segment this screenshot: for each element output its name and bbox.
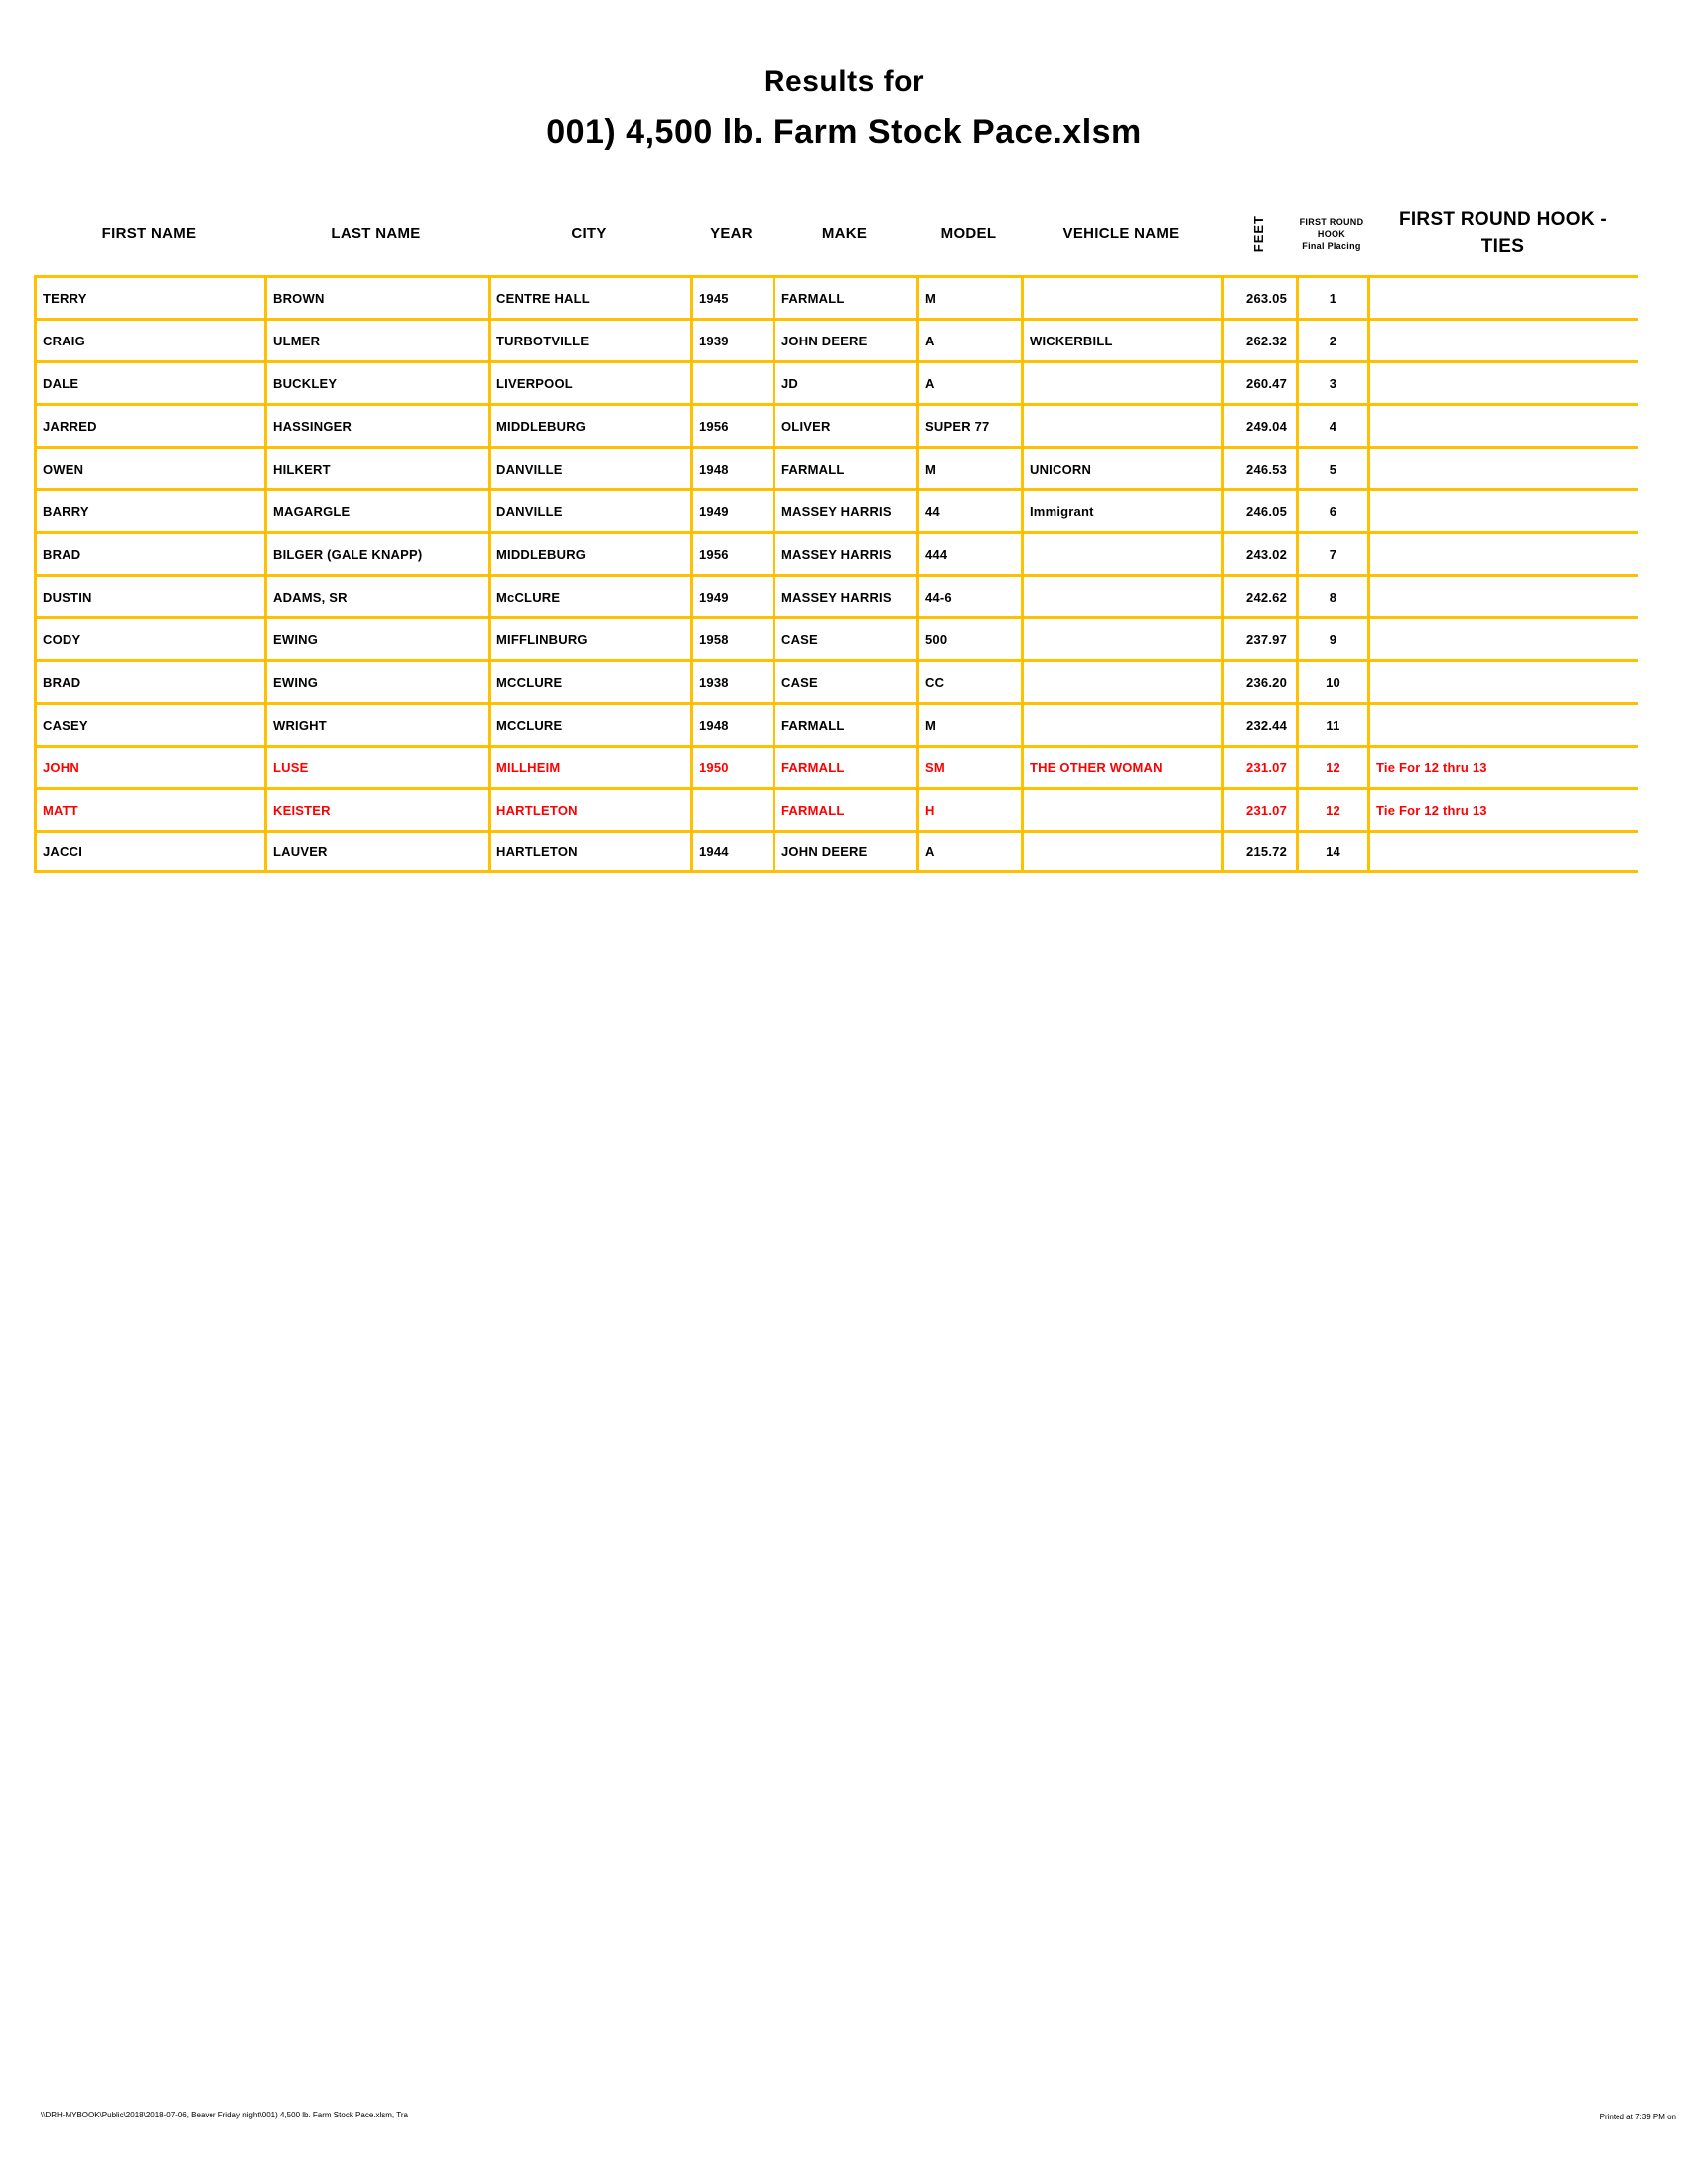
cell-vehicle: WICKERBILL: [1021, 318, 1221, 360]
cell-model: 44-6: [916, 574, 1021, 616]
cell-last: ADAMS, SR: [264, 574, 488, 616]
cell-place: 10: [1296, 659, 1367, 702]
cell-year: 1945: [690, 275, 773, 318]
cell-year: 1956: [690, 531, 773, 574]
col-header-year: YEAR: [710, 225, 753, 242]
cell-place: 6: [1296, 488, 1367, 531]
cell-last: EWING: [264, 659, 488, 702]
cell-model: SUPER 77: [916, 403, 1021, 446]
col-header-model: MODEL: [940, 225, 997, 242]
cell-place: 4: [1296, 403, 1367, 446]
cell-last: ULMER: [264, 318, 488, 360]
col-header-make: MAKE: [821, 225, 868, 242]
feet-rotated-label: FEET: [1250, 215, 1266, 253]
footer-file-path: \\DRH-MYBOOK\Public\2018\2018-07-06, Beaver Friday night\001) 4,500 lb. Farm Stock Pace.xlsm, Tra: [41, 2111, 408, 2119]
cell-city: DANVILLE: [488, 488, 690, 531]
cell-vehicle: Immigrant: [1021, 488, 1221, 531]
final-placing-label: Final Placing: [1302, 241, 1361, 252]
cell-vehicle: [1021, 403, 1221, 446]
cell-make: CASE: [773, 659, 916, 702]
cell-feet: 260.47: [1221, 360, 1296, 403]
cell-feet: 236.20: [1221, 659, 1296, 702]
cell-first: OWEN: [34, 446, 264, 488]
cell-city: HARTLETON: [488, 830, 690, 873]
cell-first: DALE: [34, 360, 264, 403]
cell-first: JACCI: [34, 830, 264, 873]
cell-city: LIVERPOOL: [488, 360, 690, 403]
cell-ties: [1367, 403, 1638, 446]
cell-feet: 231.07: [1221, 745, 1296, 787]
cell-vehicle: [1021, 574, 1221, 616]
cell-year: 1949: [690, 488, 773, 531]
cell-vehicle: [1021, 531, 1221, 574]
cell-first: JOHN: [34, 745, 264, 787]
cell-city: TURBOTVILLE: [488, 318, 690, 360]
cell-place: 11: [1296, 702, 1367, 745]
results-table: [34, 194, 1638, 873]
cell-place: 14: [1296, 830, 1367, 873]
cell-make: FARMALL: [773, 745, 916, 787]
cell-place: 12: [1296, 745, 1367, 787]
cell-city: CENTRE HALL: [488, 275, 690, 318]
cell-make: FARMALL: [773, 787, 916, 830]
cell-ties: Tie For 12 thru 13: [1367, 745, 1638, 787]
cell-feet: 249.04: [1221, 403, 1296, 446]
cell-make: OLIVER: [773, 403, 916, 446]
footer-print-timestamp: Printed at 7:39 PM on: [1599, 2113, 1676, 2121]
cell-first: TERRY: [34, 275, 264, 318]
cell-last: LUSE: [264, 745, 488, 787]
cell-place: 7: [1296, 531, 1367, 574]
cell-feet: 246.53: [1221, 446, 1296, 488]
cell-feet: 215.72: [1221, 830, 1296, 873]
cell-first: BRAD: [34, 659, 264, 702]
ties-label: FIRST ROUND HOOK - TIES: [1398, 209, 1608, 257]
col-header-vehicle-name: VEHICLE NAME: [1062, 225, 1180, 242]
col-header-first-name: FIRST NAME: [101, 225, 197, 242]
cell-city: HARTLETON: [488, 787, 690, 830]
cell-vehicle: [1021, 659, 1221, 702]
cell-city: McCLURE: [488, 574, 690, 616]
page-title: Results for: [763, 66, 925, 98]
cell-last: HASSINGER: [264, 403, 488, 446]
cell-make: JOHN DEERE: [773, 318, 916, 360]
cell-ties: [1367, 616, 1638, 659]
cell-year: 1948: [690, 446, 773, 488]
cell-feet: 262.32: [1221, 318, 1296, 360]
cell-make: FARMALL: [773, 446, 916, 488]
cell-model: A: [916, 318, 1021, 360]
cell-first: JARRED: [34, 403, 264, 446]
cell-feet: 237.97: [1221, 616, 1296, 659]
cell-ties: [1367, 830, 1638, 873]
cell-feet: 263.05: [1221, 275, 1296, 318]
first-round-hook-label: FIRST ROUND HOOK: [1299, 216, 1364, 239]
cell-ties: [1367, 574, 1638, 616]
cell-feet: 232.44: [1221, 702, 1296, 745]
cell-vehicle: [1021, 787, 1221, 830]
cell-vehicle: UNICORN: [1021, 446, 1221, 488]
cell-vehicle: [1021, 275, 1221, 318]
cell-model: 500: [916, 616, 1021, 659]
cell-year: 1958: [690, 616, 773, 659]
cell-vehicle: [1021, 360, 1221, 403]
cell-last: WRIGHT: [264, 702, 488, 745]
cell-ties: [1367, 275, 1638, 318]
cell-first: BARRY: [34, 488, 264, 531]
cell-vehicle: [1021, 830, 1221, 873]
cell-make: MASSEY HARRIS: [773, 574, 916, 616]
cell-first: CODY: [34, 616, 264, 659]
cell-city: MCCLURE: [488, 659, 690, 702]
cell-make: FARMALL: [773, 275, 916, 318]
cell-last: EWING: [264, 616, 488, 659]
cell-model: A: [916, 830, 1021, 873]
cell-ties: [1367, 446, 1638, 488]
cell-make: MASSEY HARRIS: [773, 531, 916, 574]
cell-model: H: [916, 787, 1021, 830]
cell-vehicle: [1021, 702, 1221, 745]
cell-last: LAUVER: [264, 830, 488, 873]
cell-first: MATT: [34, 787, 264, 830]
cell-year: 1950: [690, 745, 773, 787]
cell-ties: [1367, 702, 1638, 745]
cell-city: DANVILLE: [488, 446, 690, 488]
cell-make: JOHN DEERE: [773, 830, 916, 873]
cell-place: 8: [1296, 574, 1367, 616]
col-header-first-round-hook-ties: [1367, 194, 1638, 275]
cell-year: 1956: [690, 403, 773, 446]
cell-last: BUCKLEY: [264, 360, 488, 403]
cell-last: KEISTER: [264, 787, 488, 830]
cell-last: MAGARGLE: [264, 488, 488, 531]
cell-model: CC: [916, 659, 1021, 702]
cell-feet: 242.62: [1221, 574, 1296, 616]
cell-place: 9: [1296, 616, 1367, 659]
cell-feet: 231.07: [1221, 787, 1296, 830]
cell-year: 1939: [690, 318, 773, 360]
cell-year: 1949: [690, 574, 773, 616]
cell-city: MIDDLEBURG: [488, 403, 690, 446]
cell-ties: [1367, 488, 1638, 531]
cell-last: BROWN: [264, 275, 488, 318]
cell-year: 1938: [690, 659, 773, 702]
cell-first: CRAIG: [34, 318, 264, 360]
cell-first: BRAD: [34, 531, 264, 574]
cell-city: MIDDLEBURG: [488, 531, 690, 574]
cell-place: 5: [1296, 446, 1367, 488]
col-header-feet: [1221, 194, 1296, 275]
cell-make: JD: [773, 360, 916, 403]
page-subtitle: 001) 4,500 lb. Farm Stock Pace.xlsm: [546, 113, 1142, 151]
cell-last: BILGER (GALE KNAPP): [264, 531, 488, 574]
cell-model: SM: [916, 745, 1021, 787]
cell-ties: [1367, 659, 1638, 702]
cell-year: [690, 787, 773, 830]
cell-year: 1944: [690, 830, 773, 873]
cell-year: 1948: [690, 702, 773, 745]
cell-vehicle: THE OTHER WOMAN: [1021, 745, 1221, 787]
cell-place: 2: [1296, 318, 1367, 360]
cell-feet: 246.05: [1221, 488, 1296, 531]
cell-make: FARMALL: [773, 702, 916, 745]
cell-model: A: [916, 360, 1021, 403]
cell-year: [690, 360, 773, 403]
cell-place: 1: [1296, 275, 1367, 318]
cell-city: MILLHEIM: [488, 745, 690, 787]
cell-model: 444: [916, 531, 1021, 574]
cell-ties: [1367, 318, 1638, 360]
cell-model: M: [916, 446, 1021, 488]
col-header-last-name: LAST NAME: [331, 225, 421, 242]
cell-model: 44: [916, 488, 1021, 531]
cell-ties: [1367, 531, 1638, 574]
cell-ties: [1367, 360, 1638, 403]
cell-model: M: [916, 702, 1021, 745]
cell-first: DUSTIN: [34, 574, 264, 616]
col-header-first-round-hook-placing: [1296, 194, 1367, 275]
cell-city: MIFFLINBURG: [488, 616, 690, 659]
cell-make: MASSEY HARRIS: [773, 488, 916, 531]
cell-city: MCCLURE: [488, 702, 690, 745]
cell-ties: Tie For 12 thru 13: [1367, 787, 1638, 830]
col-header-city: CITY: [571, 225, 607, 242]
cell-last: HILKERT: [264, 446, 488, 488]
cell-place: 12: [1296, 787, 1367, 830]
cell-place: 3: [1296, 360, 1367, 403]
cell-vehicle: [1021, 616, 1221, 659]
cell-feet: 243.02: [1221, 531, 1296, 574]
cell-first: CASEY: [34, 702, 264, 745]
cell-make: CASE: [773, 616, 916, 659]
cell-model: M: [916, 275, 1021, 318]
